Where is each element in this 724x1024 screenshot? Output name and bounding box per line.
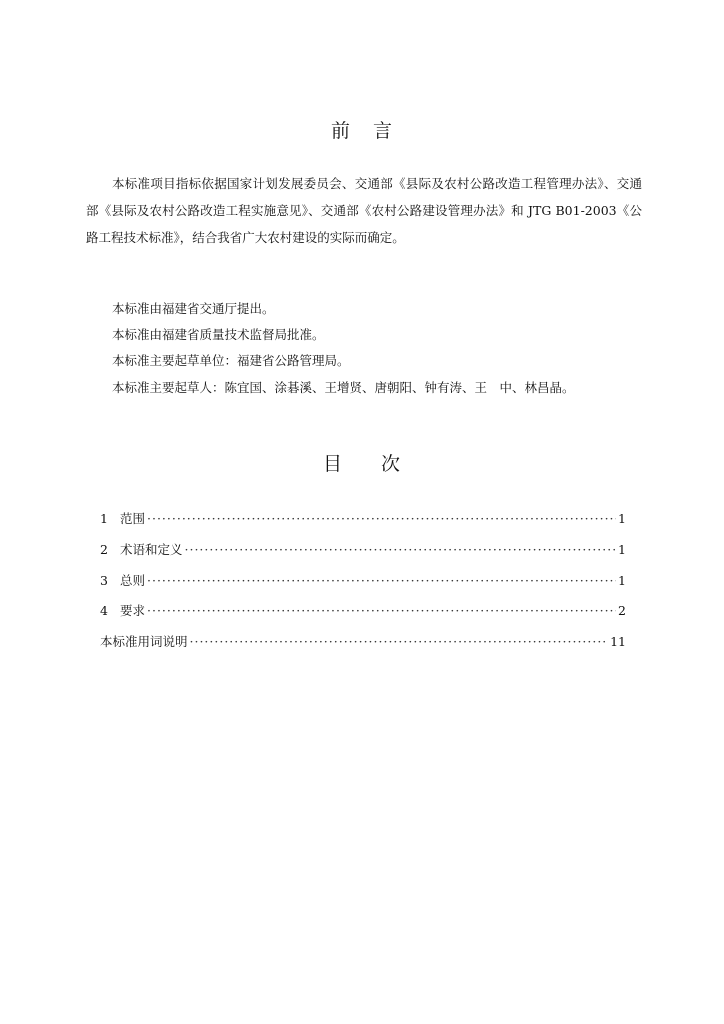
- toc-entry-label: 总则: [120, 573, 146, 588]
- toc-entry-page: 2: [618, 603, 626, 618]
- toc-entry-terms-definitions[interactable]: [100, 540, 626, 558]
- toc-title: [0, 449, 724, 476]
- toc-entry-wording-explanation[interactable]: [100, 632, 626, 650]
- foreword-title: [0, 116, 724, 143]
- foreword-title-char-2: 言: [373, 120, 394, 142]
- toc-entry-requirements[interactable]: [100, 601, 626, 619]
- toc-title-char-1: 目: [322, 453, 343, 475]
- toc-leader-dots: [147, 603, 616, 618]
- approver-line: 本标准由福建省质量技术监督局批准。: [112, 327, 325, 342]
- toc-entry-label: 本标准用词说明: [100, 634, 188, 649]
- toc-entry-number: 2: [100, 542, 108, 557]
- toc-leader-dots: [190, 634, 609, 649]
- drafters-line: 本标准主要起草人：陈宜国、涂碁溪、王增贤、唐朝阳、钟有涛、王 中、林昌晶。: [112, 380, 575, 395]
- toc-leader-dots: [147, 573, 616, 588]
- foreword-title-char-1: 前: [330, 120, 351, 142]
- proposer-line: 本标准由福建省交通厅提出。: [112, 301, 275, 316]
- toc-title-char-2: 次: [381, 453, 402, 475]
- toc-entry-label: 术语和定义: [120, 542, 183, 557]
- toc-entry-page: 11: [610, 634, 626, 649]
- toc-entry-number: 1: [100, 511, 108, 526]
- toc-entry-label: 要求: [120, 603, 146, 618]
- toc-entry-number: 3: [100, 573, 108, 588]
- toc-entry-page: 1: [618, 542, 626, 557]
- toc-entry-number: 4: [100, 603, 108, 618]
- toc-entry-scope[interactable]: [100, 509, 626, 527]
- toc-entry-general[interactable]: [100, 571, 626, 589]
- foreword-paragraph: 本标准项目指标依据国家计划发展委员会、交通部《县际及农村公路改造工程管理办法》、交通部《县际及农村公路改造工程实施意见》、交通部《农村公路建设管理办法》和 JTG B01-2003《公路工程技术标准》，结合我省广大农村建设的实际而确定。: [86, 176, 642, 245]
- toc-leader-dots: [185, 542, 617, 557]
- toc-entry-label: 范围: [120, 511, 146, 526]
- toc-entry-page: 1: [618, 511, 626, 526]
- drafting-unit-line: 本标准主要起草单位：福建省公路管理局。: [112, 353, 350, 368]
- toc-leader-dots: [147, 511, 616, 526]
- toc-entry-page: 1: [618, 573, 626, 588]
